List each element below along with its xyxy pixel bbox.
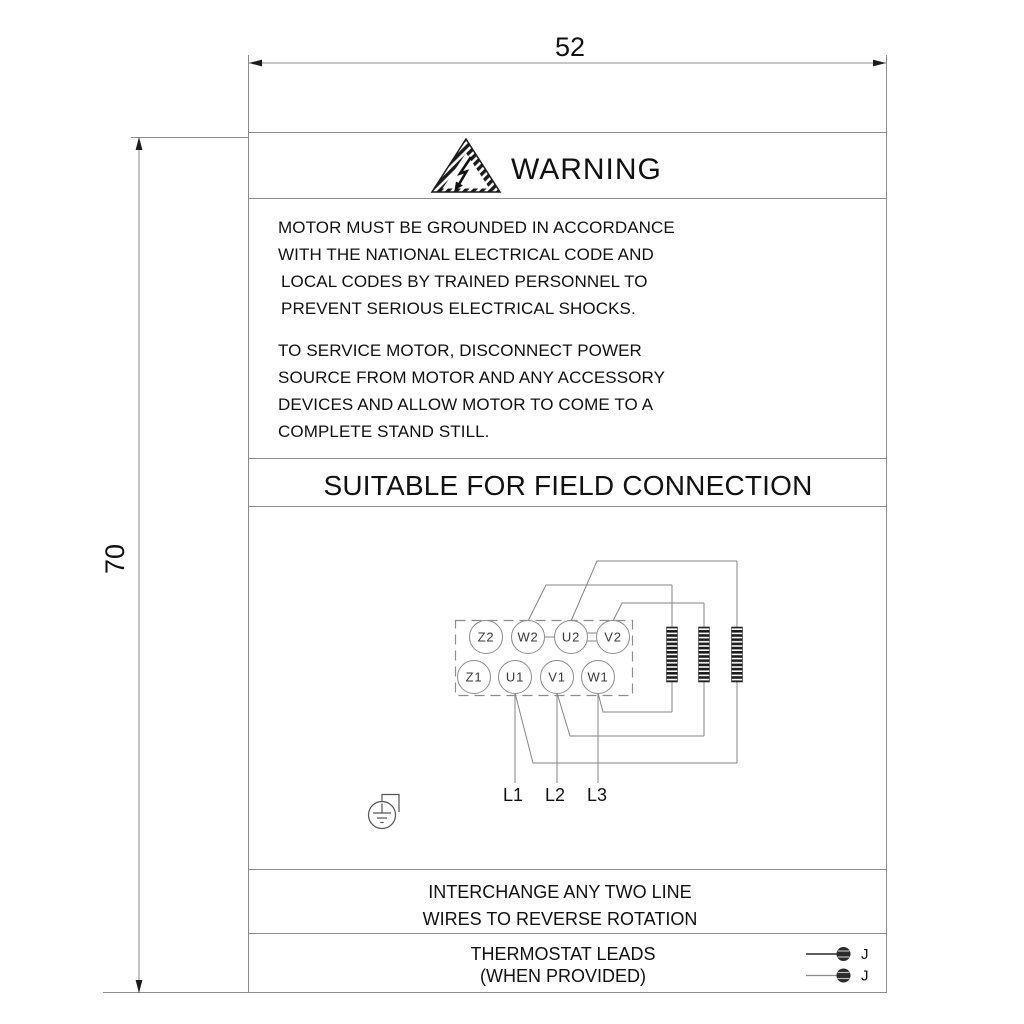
rotation-note-line-1: INTERCHANGE ANY TWO LINE xyxy=(428,882,692,902)
terminal-u2 xyxy=(555,621,588,654)
winding-coil-1 xyxy=(667,585,678,712)
warning-header xyxy=(432,139,662,192)
wire-v1-coil2 xyxy=(557,693,704,736)
line-label-l3: L3 xyxy=(586,785,608,805)
service-line-4: COMPLETE STAND STILL. xyxy=(278,422,490,441)
svg-text:W2: W2 xyxy=(517,629,539,645)
wire-v2-coil2 xyxy=(613,603,704,621)
ground-icon xyxy=(369,795,400,829)
terminal-w1 xyxy=(582,661,615,694)
rotation-note-line-2: WIRES TO REVERSE ROTATION xyxy=(422,909,698,929)
thermostat-lead-symbol-2 xyxy=(806,969,851,983)
warning-title: WARNING xyxy=(511,153,662,186)
dim-arrow-left xyxy=(249,60,262,67)
dim-arrow-top xyxy=(136,137,143,150)
terminal-v1 xyxy=(541,661,574,694)
service-paragraph xyxy=(278,341,665,441)
high-voltage-triangle-icon xyxy=(432,139,500,192)
wiring-diagram xyxy=(369,561,743,829)
winding-coil-3 xyxy=(732,561,743,763)
height-dimension-value: 70 xyxy=(100,543,130,575)
width-dimension xyxy=(249,32,887,132)
grounding-line-1: MOTOR MUST BE GROUNDED IN ACCORDANCE xyxy=(278,218,675,237)
dim-arrow-bottom xyxy=(136,980,143,993)
svg-text:V1: V1 xyxy=(548,669,566,685)
thermostat-lead-label-2: J xyxy=(861,967,869,985)
thermostat-note xyxy=(470,944,868,986)
service-line-1: TO SERVICE MOTOR, DISCONNECT POWER xyxy=(278,341,642,360)
thermostat-lead-symbol-1 xyxy=(806,947,851,961)
width-dimension-value: 52 xyxy=(554,32,586,62)
grounding-line-2: WITH THE NATIONAL ELECTRICAL CODE AND xyxy=(278,245,654,264)
terminal-v2 xyxy=(597,621,630,654)
section-title: SUITABLE FOR FIELD CONNECTION xyxy=(323,470,813,501)
thermostat-note-line-2: (WHEN PROVIDED) xyxy=(480,966,646,986)
dim-arrow-right xyxy=(873,60,886,67)
height-dimension xyxy=(100,137,249,993)
line-label-l2: L2 xyxy=(544,785,566,805)
service-line-3: DEVICES AND ALLOW MOTOR TO COME TO A xyxy=(278,395,654,414)
grounding-paragraph xyxy=(278,218,675,318)
svg-text:U2: U2 xyxy=(561,629,581,645)
svg-text:V2: V2 xyxy=(604,629,622,645)
svg-text:U1: U1 xyxy=(505,669,525,685)
rotation-note xyxy=(423,882,698,929)
terminal-z1 xyxy=(458,661,491,694)
winding-coil-2 xyxy=(699,603,710,736)
svg-text:Z1: Z1 xyxy=(465,669,483,685)
terminal-z2 xyxy=(470,621,503,654)
service-line-2: SOURCE FROM MOTOR AND ANY ACCESSORY xyxy=(278,368,666,387)
wire-u2-coil3 xyxy=(571,561,737,621)
grounding-line-3: LOCAL CODES BY TRAINED PERSONNEL TO xyxy=(281,272,648,291)
thermostat-note-line-1: THERMOSTAT LEADS xyxy=(470,944,656,964)
grounding-line-4: PREVENT SERIOUS ELECTRICAL SHOCKS. xyxy=(281,299,636,318)
svg-text:W1: W1 xyxy=(587,669,609,685)
terminal-u1 xyxy=(499,661,532,694)
thermostat-lead-label-1: J xyxy=(861,946,869,963)
svg-text:Z2: Z2 xyxy=(477,629,495,645)
line-label-l1: L1 xyxy=(502,785,524,805)
terminal-w2 xyxy=(512,621,545,654)
